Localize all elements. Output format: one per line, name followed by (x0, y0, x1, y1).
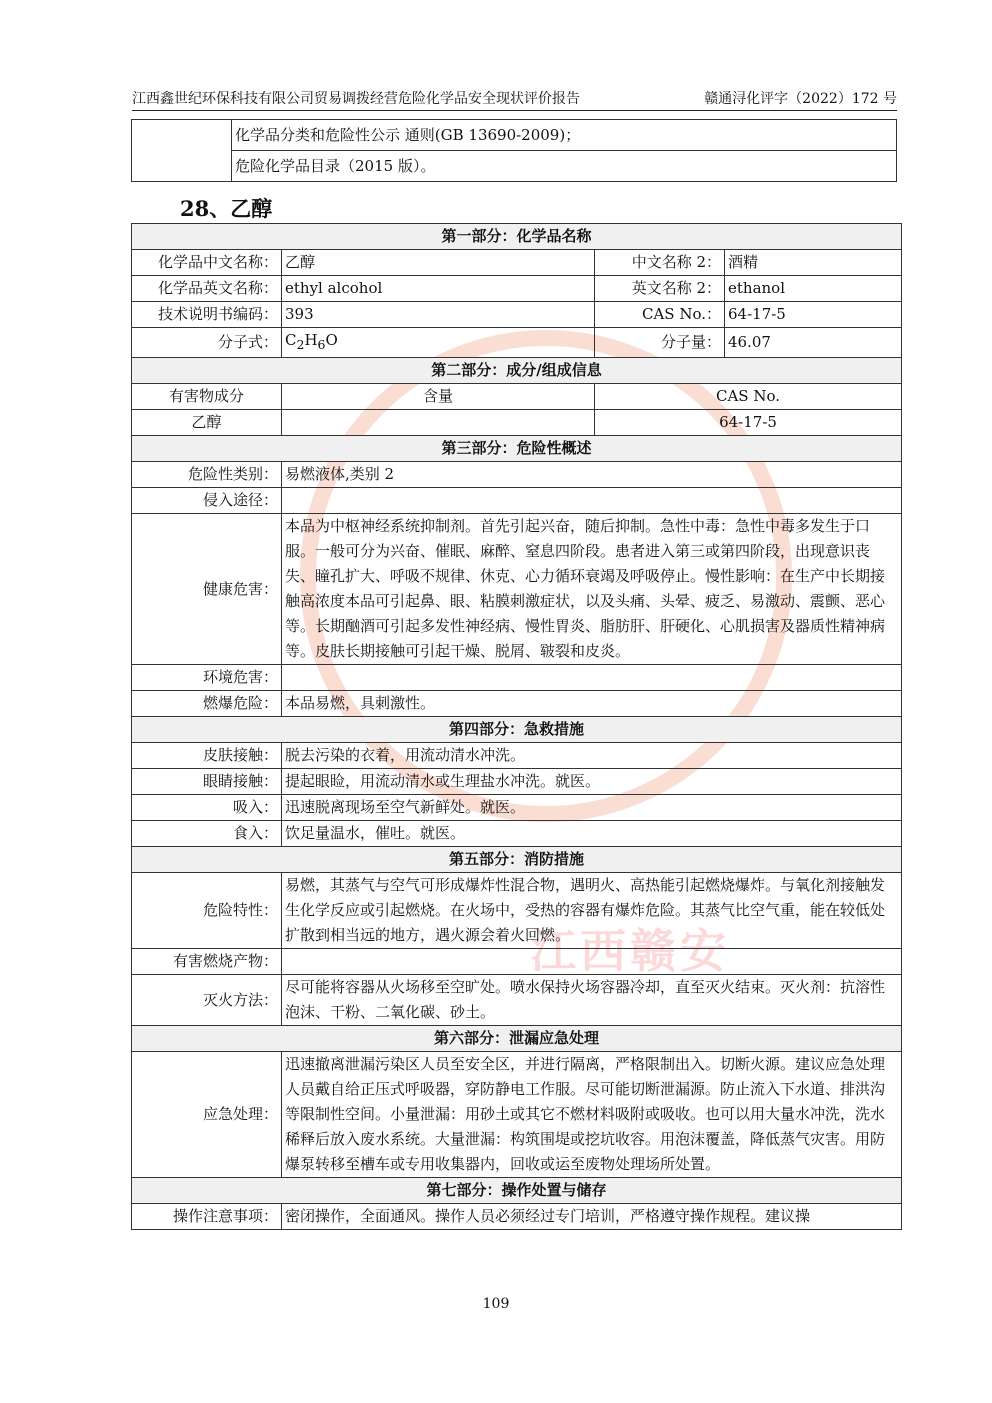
mw: 46.07 (725, 328, 902, 358)
page-number: 109 (482, 1296, 510, 1312)
fire-text: 本品易燃，具刺激性。 (282, 691, 902, 717)
eye-label: 眼睛接触： (132, 769, 282, 795)
category: 易燃液体,类别 2 (282, 462, 902, 488)
code-label: 技术说明书编码： (132, 302, 282, 328)
inhale-label: 吸入： (132, 795, 282, 821)
route (282, 488, 902, 514)
hazard-text: 易燃，其蒸气与空气可形成爆炸性混合物，遇明火、高热能引起燃烧爆炸。与氧化剂接触发生化学反应或引起燃烧。在火场中，受热的容器有爆炸危险。其蒸气比空气重，能在较低处扩散到相当远的地方，遇火源会着火回燃。 (282, 873, 902, 949)
operation-label: 操作注意事项： (132, 1204, 282, 1230)
component-content (282, 410, 595, 436)
regulation-line-2: 危险化学品目录（2015 版）。 (232, 151, 897, 182)
col-cas: CAS No. (595, 384, 902, 410)
col-content: 含量 (282, 384, 595, 410)
env-text (282, 665, 902, 691)
method-text: 尽可能将容器从火场移至空旷处。喷水保持火场容器冷却，直至灭火结束。灭火剂：抗溶性泡沫、干粉、二氧化碳、砂土。 (282, 975, 902, 1026)
ingest-text: 饮足量温水，催吐。就医。 (282, 821, 902, 847)
emergency-text: 迅速撤离泄漏污染区人员至安全区，并进行隔离，严格限制出入。切断火源。建议应急处理人员戴自给正压式呼吸器，穿防静电工作服。尽可能切断泄漏源。防止流入下水道、排洪沟等限制性空间。小量泄漏：用砂土或其它不燃材料吸附或吸收。也可以用大量水冲洗，洗水稀释后放入废水系统。大量泄漏：构筑围堤或挖坑收容。用泡沫覆盖，降低蒸气灾害。用防爆泵转移至槽车或专用收集器内，回收或运至废物处理场所处置。 (282, 1052, 902, 1178)
route-label: 侵入途径： (132, 488, 282, 514)
skin-text: 脱去污染的衣着，用流动清水冲洗。 (282, 743, 902, 769)
code: 393 (282, 302, 595, 328)
part1-title: 第一部分：化学品名称 (132, 224, 902, 250)
health-label: 健康危害： (132, 514, 282, 665)
component-name: 乙醇 (132, 410, 282, 436)
part4-title: 第四部分：急救措施 (132, 717, 902, 743)
en-name2-label: 英文名称 2： (595, 276, 725, 302)
ingest-label: 食入： (132, 821, 282, 847)
en-name-label: 化学品英文名称： (132, 276, 282, 302)
category-label: 危险性类别： (132, 462, 282, 488)
operation-text: 密闭操作，全面通风。操作人员必须经过专门培训，严格遵守操作规程。建议操 (282, 1204, 902, 1230)
component-cas: 64-17-5 (595, 410, 902, 436)
en-name: ethyl alcohol (282, 276, 595, 302)
method-label: 灭火方法： (132, 975, 282, 1026)
regulation-line-1: 化学品分类和危险性公示 通则(GB 13690-2009)； (232, 120, 897, 151)
cn-name2: 酒精 (725, 250, 902, 276)
part3-title: 第三部分：危险性概述 (132, 436, 902, 462)
env-label: 环境危害： (132, 665, 282, 691)
msds-table (131, 223, 902, 1230)
fire-label: 燃爆危险： (132, 691, 282, 717)
section-title: 28、乙醇 (180, 196, 273, 221)
cas-label: CAS No.： (595, 302, 725, 328)
header-right: 赣通浔化评字（2022）172 号 (704, 91, 897, 107)
cn-name2-label: 中文名称 2： (595, 250, 725, 276)
health-text: 本品为中枢神经系统抑制剂。首先引起兴奋，随后抑制。急性中毒：急性中毒多发生于口服。一般可分为兴奋、催眠、麻醉、窒息四阶段。患者进入第三或第四阶段，出现意识丧失、瞳孔扩大、呼吸不规律、休克、心力循环衰竭及呼吸停止。慢性影响：在生产中长期接触高浓度本品可引起鼻、眼、粘膜刺激症状，以及头痛、头晕、疲乏、易激动、震颤、恶心等。长期酗酒可引起多发性神经病、慢性胃炎、脂肪肝、肝硬化、心肌损害及器质性精神病等。皮肤长期接触可引起干燥、脱屑、皲裂和皮炎。 (282, 514, 902, 665)
inhale-text: 迅速脱离现场至空气新鲜处。就医。 (282, 795, 902, 821)
hazard-label: 危险特性： (132, 873, 282, 949)
products-label: 有害燃烧产物： (132, 949, 282, 975)
part2-title: 第二部分：成分/组成信息 (132, 358, 902, 384)
en-name2: ethanol (725, 276, 902, 302)
formula-label: 分子式： (132, 328, 282, 358)
cn-name-label: 化学品中文名称： (132, 250, 282, 276)
emergency-label: 应急处理： (132, 1052, 282, 1178)
mw-label: 分子量： (595, 328, 725, 358)
col-component: 有害物成分 (132, 384, 282, 410)
part6-title: 第六部分：泄漏应急处理 (132, 1026, 902, 1052)
eye-text: 提起眼睑，用流动清水或生理盐水冲洗。就医。 (282, 769, 902, 795)
formula: $C_2H_6O$ (282, 328, 595, 358)
cas: 64-17-5 (725, 302, 902, 328)
regulations-table (131, 119, 897, 182)
products-text (282, 949, 902, 975)
part7-title: 第七部分：操作处置与储存 (132, 1178, 902, 1204)
watermark-text: 江西赣安 (530, 924, 730, 978)
page-header (132, 88, 897, 111)
cn-name: 乙醇 (282, 250, 595, 276)
header-left: 江西鑫世纪环保科技有限公司贸易调拨经营危险化学品安全现状评价报告 (132, 91, 580, 107)
skin-label: 皮肤接触： (132, 743, 282, 769)
part5-title: 第五部分：消防措施 (132, 847, 902, 873)
